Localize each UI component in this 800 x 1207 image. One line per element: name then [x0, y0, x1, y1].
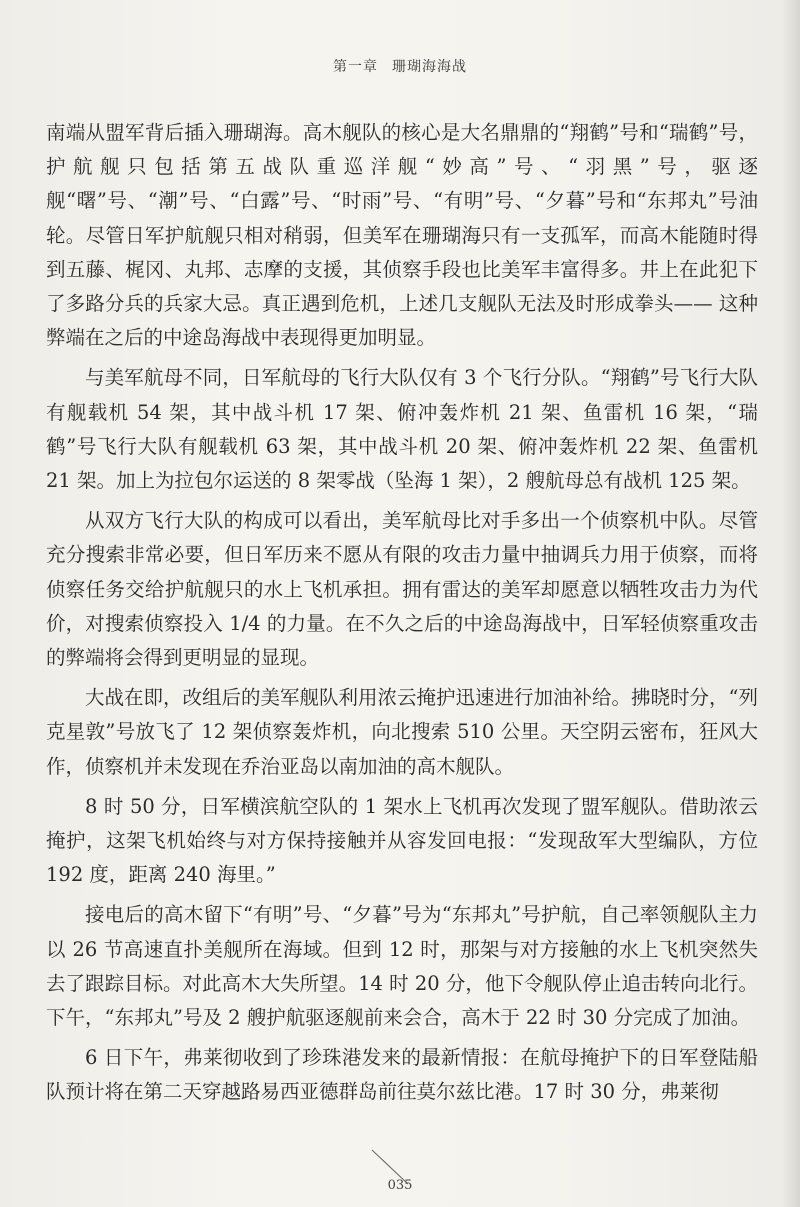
- page-gutter-shadow: [782, 0, 800, 1207]
- paragraph: 大战在即，改组后的美军舰队利用浓云掩护迅速进行加油补给。拂晓时分，“列克星敦”号放飞了 12 架侦察轰炸机，向北搜索 510 公里。天空阴云密布，狂风大作，侦察机并未发现在乔治亚岛以南加油的高木舰队。: [46, 686, 758, 778]
- paragraph: 从双方飞行大队的构成可以看出，美军航母比对手多出一个侦察机中队。尽管充分搜索非常必要，但日军历来不愿从有限的攻击力量中抽调兵力用于侦察，而将侦察任务交给护航舰只的水上飞机承担。拥有雷达的美军却愿意以牺牲攻击力为代价，对搜索侦察投入 1/4 的力量。在不久之后的中途岛海战中，日军轻侦察重攻击的弊端将会得到更明显的显现。: [46, 509, 758, 670]
- paragraph: 与美军航母不同，日军航母的飞行大队仅有 3 个飞行分队。“翔鹤”号飞行大队有舰载机 54 架，其中战斗机 17 架、俯冲轰炸机 21 架、鱼雷机 16 架，“瑞鹤”号飞行大队有舰载机 63 架，其中战斗机 20 架、俯冲轰炸机 22 架、鱼雷机 21 架。加上为拉包尔运送的 8 架零战（坠海 1 架），2 艘航母总有战机 125 架。: [46, 366, 758, 493]
- chapter-title: 珊瑚海海战: [392, 59, 467, 75]
- page-number: 035: [387, 1178, 413, 1193]
- running-head: [0, 56, 800, 76]
- paragraph: 接电后的高木留下“有明”号、“夕暮”号为“东邦丸”号护航，自己率领舰队主力以 26 节高速直扑美舰所在海域。但到 12 时，那架与对方接触的水上飞机突然失去了跟踪目标。对此高木大失所望。14 时 20 分，他下令舰队停止追击转向北行。下午，“东邦丸”号及 2 艘护航驱逐舰前来会合，高木于 22 时 30 分完成了加油。: [46, 903, 758, 1030]
- paragraph: 南端从盟军背后插入珊瑚海。高木舰队的核心是大名鼎鼎的“翔鹤”号和“瑞鹤”号，护航舰只包括第五战队重巡洋舰“妙高”号、“羽黑”号，驱逐舰“曙”号、“潮”号、“白露”号、“时雨”号、“有明”号、“夕暮”号和“东邦丸”号油轮。尽管日军护航舰只相对稍弱，但美军在珊瑚海只有一支孤军，而高木能随时得到五藤、梶冈、丸邦、志摩的支援，其侦察手段也比美军丰富得多。井上在此犯下了多路分兵的兵家大忌。真正遇到危机，上述几支舰队无法及时形成拳头—— 这种弊端在之后的中途岛海战中表现得更加明显。: [46, 121, 758, 350]
- chapter-number: 第一章: [333, 59, 378, 75]
- paragraph: 8 时 50 分，日军横滨航空队的 1 架水上飞机再次发现了盟军舰队。借助浓云掩护，这架飞机始终与对方保持接触并从容发回电报：“发现敌军大型编队，方位 192 度，距离 240 海里。”: [46, 794, 758, 887]
- paragraph: 6 日下午，弗莱彻收到了珍珠港发来的最新情报：在航母掩护下的日军登陆船队预计将在第二天穿越路易西亚德群岛前往莫尔兹比港。17 时 30 分，弗莱彻: [46, 1046, 758, 1104]
- body-text: [46, 116, 758, 1116]
